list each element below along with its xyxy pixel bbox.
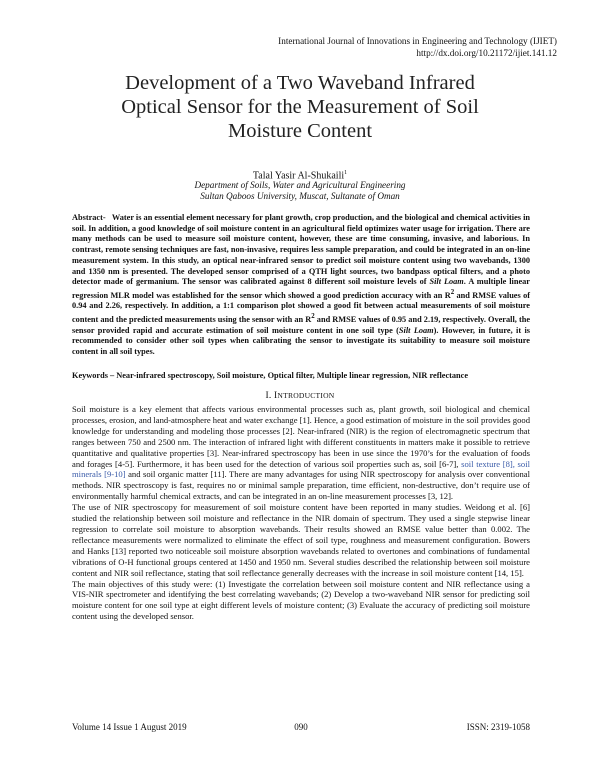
abstract-text: and RMSE values of 0.94 and 2.26, respectively. In addition, a 1:1 comparison plot showed a good fit between actual measurements of soil moisture content and the predicted measurements using the sensor with an R [72, 290, 530, 324]
footer-issn: ISSN: 2319-1058 [466, 722, 530, 732]
abstract-label: Abstract- [72, 213, 106, 222]
author-affiliation [0, 180, 600, 202]
paragraph [72, 404, 530, 502]
soil-type-italic: Silt Loam [398, 325, 434, 335]
paragraph: The use of NIR spectroscopy for measurement of soil moisture content have been reported in many studies. Weidong et al. [6] studied the relationship between soil moisture and reflectance in the NIR domain of spectrum. They used a single stepwise linear regression to correlate soil moisture to absorption wavebands. Their results showed an RMSE value better than 0.002. The reflectance measurements were normalized to eliminate the effect of soil type, roughness and measurement configuration. Bowers and Hanks [13] reported two noticeable soil moisture absorption wavebands related to overtones and combinations of fundamental vibrations of O-H functional groups centered at 1450 and 1950 nm. Several studies described the relationship between soil moisture content and NIR soil reflectance, stating that soil reflectance generally decreases with the increase in soil moisture content [14, 15]. [72, 502, 530, 578]
paragraph-text: Soil moisture is a key element that affects various environmental processes such as, plant growth, soil biological and chemical processes, erosion, and land-atmosphere heat and water exchange [1]. Hence, a good estimation of moisture in the soil provides good knowledge for understanding and modeling those processes [2]. Near-infrared (NIR) is the region of electromagnetic spectrum that ranges between 750 and 2500 nm. The interaction of infrared light with different constituents in matters make it possible to retrieve quantitative and qualitative properties [3]. Near-infrared spectroscopy has been in use since the 1970’s for the evaluation of foods and forages [4-5]. Furthermore, it has been used for the detection of various soil properties such as, soil [6-7], [72, 404, 530, 469]
journal-name: International Journal of Innovations in Engineering and Technology (IJIET) [278, 36, 557, 46]
doi-link[interactable]: http://dx.doi.org/10.21172/ijiet.141.12 [416, 48, 557, 58]
abstract-text: ). However, in future, it is recommended to consider other soil types when calibrating the sensor to investigate its suitability to measure soil moisture content in all soil types. [72, 325, 530, 356]
title-line: Optical Sensor for the Measurement of Soil [121, 96, 479, 118]
paragraph-text: and soil organic matter [11]. There are many advantages for using NIR spectroscopy for analysis over conventional methods. NIR spectroscopy is fast, requires no or minimal sample preparation, time efficient, non-destructive, don’t require use of environmentally harmful chemical extracts, and can be integrated in an on-line measurement processes [3, 12]. [72, 469, 530, 502]
abstract-text: Water is an essential element necessary for plant growth, crop production, and the biological and chemical activities in soil. In addition, a good knowledge of soil moisture content in an agricultural field optimizes water usage for irrigation. There are many methods can be used to measure soil moisture content, however, these are time consuming, invasive, and laborious. In contrast, remote sensing techniques are fast, non-invasive, requires less sample preparation, and could be integrated in an on-line measurement system. In this study, an optical near-infrared sensor to predict soil moisture content using two wavebands, 1300 and 1350 nm is presented. The developed sensor comprised of a QTH light sources, two bandpass optical filters, and a photo detector made of germanium. The sensor was calibrated against 8 different soil moisture levels of [72, 213, 530, 287]
section-heading [0, 390, 600, 402]
abstract-text: and RMSE values of 0.95 and 2.19, respectively. Overall, the sensor provided rapid and accurate estimation of soil moisture content in one soil type ( [72, 314, 531, 335]
abstract [72, 213, 530, 358]
title-line: Moisture Content [227, 120, 373, 142]
footer-page-number: 090 [294, 722, 308, 732]
title-line: Development of a Two Waveband Infrared [125, 72, 475, 94]
soil-type-italic: Silt Loam [429, 277, 464, 287]
body-text [72, 404, 530, 622]
paragraph: The main objectives of this study were: (1) Investigate the correlation between soil moisture content and NIR reflectance using a VIS-NIR spectrometer and identifying the best correlating wavebands; (2) Develop a two-waveband NIR sensor for predicting soil moisture content for one soil type at eight different levels of moisture content; (3) Evaluate the accuracy of predicting soil moisture content using the developed sensor. [72, 578, 530, 622]
footer-issue: Volume 14 Issue 1 August 2019 [72, 722, 187, 732]
abstract-text: . A multiple linear regression MLR model was established for the sensor which showed a good prediction accuracy with an R [72, 277, 530, 300]
r-squared-superscript: 2 [450, 288, 455, 296]
keywords: Keywords – Near-infrared spectroscopy, Soil moisture, Optical filter, Multiple linear regression, NIR reflectance [72, 371, 469, 380]
reference-link[interactable]: soil texture [8], soil minerals [9-10] [72, 458, 530, 480]
section-number: I. [265, 391, 272, 401]
department: Department of Soils, Water and Agricultural Engineering [194, 180, 406, 190]
author-name-text: Talal Yasir Al-Shukaili [252, 170, 345, 182]
running-header [278, 35, 557, 59]
section-title-initial: I [274, 391, 278, 401]
university: Sultan Qaboos University, Muscat, Sultanate of Oman [200, 191, 400, 201]
section-title-rest: NTRODUCTION [277, 391, 335, 400]
paper-title [60, 71, 540, 143]
r-squared-superscript: 2 [311, 313, 315, 321]
author-superscript: 1 [344, 170, 348, 176]
